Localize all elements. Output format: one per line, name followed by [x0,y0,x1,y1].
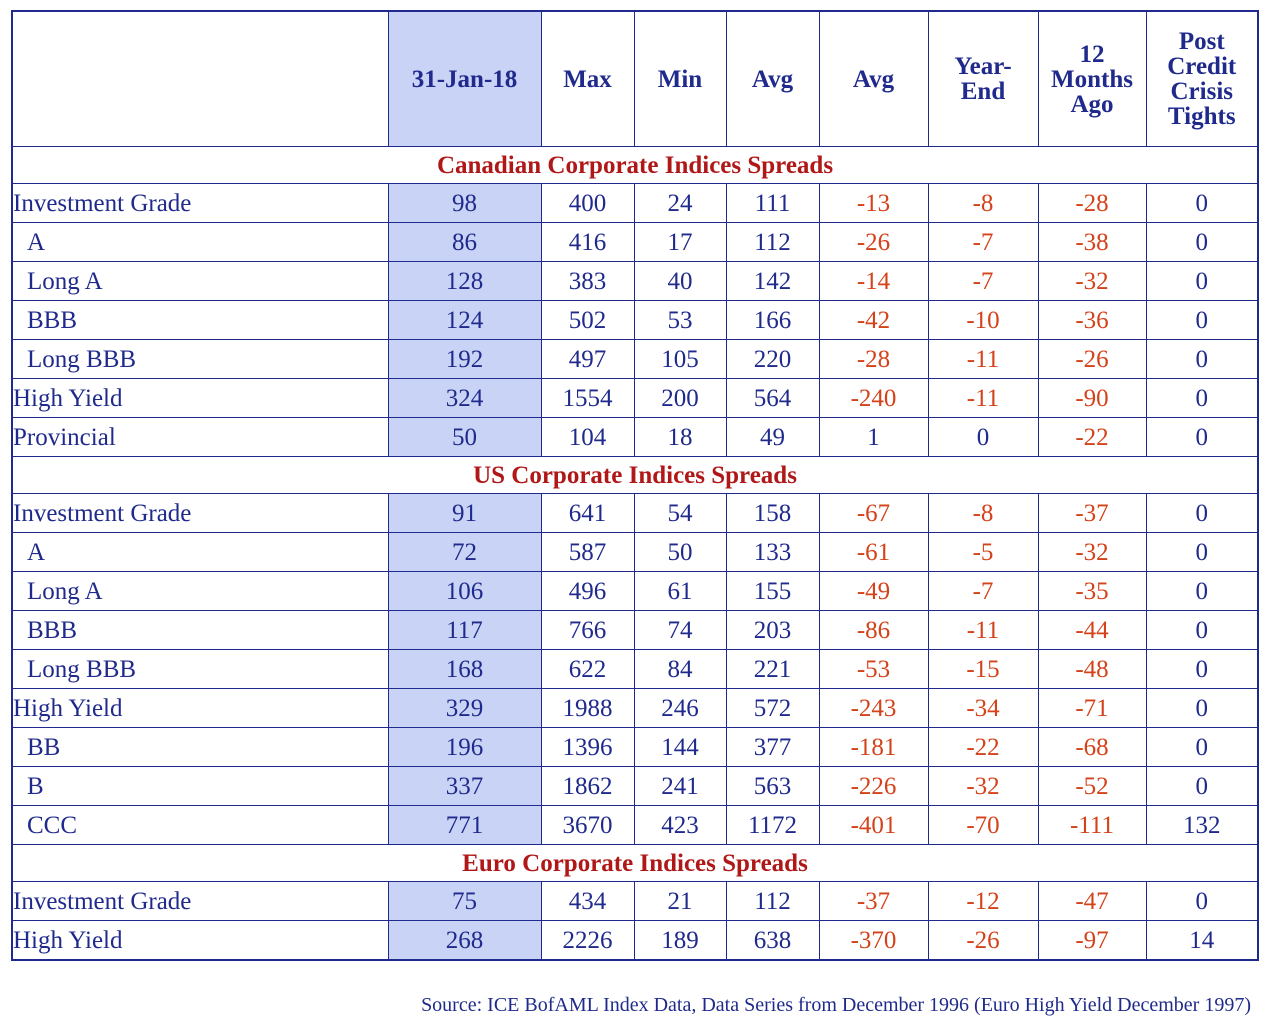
cell-date: 337 [388,767,541,806]
cell-min: 40 [634,262,726,301]
cell-post-crisis: 0 [1146,340,1258,379]
cell-avg: 572 [726,689,819,728]
cell-avg-diff: -14 [819,262,928,301]
cell-max: 400 [541,184,634,223]
row-label: A [12,223,388,262]
cell-date: 50 [388,418,541,457]
cell-min: 84 [634,650,726,689]
cell-max: 497 [541,340,634,379]
cell-avg-diff: -37 [819,882,928,921]
cell-12-months-ago: -44 [1038,611,1146,650]
table-row [12,418,1258,457]
cell-12-months-ago: -47 [1038,882,1146,921]
cell-year-end: -8 [928,184,1038,223]
cell-year-end: -8 [928,494,1038,533]
cell-date: 86 [388,223,541,262]
cell-12-months-ago: -35 [1038,572,1146,611]
cell-avg: 221 [726,650,819,689]
cell-post-crisis: 0 [1146,728,1258,767]
cell-max: 496 [541,572,634,611]
header-max: Max [541,11,634,147]
cell-date: 168 [388,650,541,689]
cell-avg-diff: -181 [819,728,928,767]
section-header-row [12,147,1258,184]
cell-avg: 220 [726,340,819,379]
cell-avg: 111 [726,184,819,223]
cell-avg: 112 [726,882,819,921]
cell-avg-diff: -240 [819,379,928,418]
cell-12-months-ago: -32 [1038,262,1146,301]
cell-max: 1396 [541,728,634,767]
header-post-credit-crisis-tights: Post Credit Crisis Tights [1146,11,1258,147]
table-row [12,689,1258,728]
cell-min: 105 [634,340,726,379]
cell-12-months-ago: -32 [1038,533,1146,572]
cell-avg: 166 [726,301,819,340]
cell-avg-diff: -243 [819,689,928,728]
cell-date: 106 [388,572,541,611]
table-row [12,572,1258,611]
cell-max: 641 [541,494,634,533]
row-label: High Yield [12,689,388,728]
cell-max: 622 [541,650,634,689]
cell-max: 383 [541,262,634,301]
cell-date: 91 [388,494,541,533]
cell-year-end: -7 [928,572,1038,611]
source-note: Source: ICE BofAML Index Data, Data Series from December 1996 (Euro High Yield December 1997) [421,994,1251,1016]
cell-12-months-ago: -22 [1038,418,1146,457]
row-label: Long BBB [12,340,388,379]
cell-year-end: -22 [928,728,1038,767]
header-min: Min [634,11,726,147]
cell-12-months-ago: -71 [1038,689,1146,728]
cell-date: 75 [388,882,541,921]
cell-min: 24 [634,184,726,223]
table-row [12,301,1258,340]
cell-max: 2226 [541,921,634,961]
cell-avg: 49 [726,418,819,457]
cell-date: 72 [388,533,541,572]
section-title: Canadian Corporate Indices Spreads [12,147,1258,184]
cell-max: 3670 [541,806,634,845]
section-title: Euro Corporate Indices Spreads [12,845,1258,882]
cell-max: 1862 [541,767,634,806]
header-year-end: Year- End [928,11,1038,147]
table-row [12,494,1258,533]
cell-post-crisis: 0 [1146,262,1258,301]
cell-year-end: -11 [928,611,1038,650]
cell-12-months-ago: -97 [1038,921,1146,961]
cell-year-end: -5 [928,533,1038,572]
cell-min: 200 [634,379,726,418]
row-label: Provincial [12,418,388,457]
cell-min: 21 [634,882,726,921]
header-corner [12,11,388,147]
cell-year-end: 0 [928,418,1038,457]
cell-avg: 112 [726,223,819,262]
cell-min: 53 [634,301,726,340]
table-row [12,921,1258,961]
cell-year-end: -26 [928,921,1038,961]
cell-post-crisis: 0 [1146,611,1258,650]
cell-post-crisis: 0 [1146,650,1258,689]
cell-post-crisis: 0 [1146,767,1258,806]
cell-post-crisis: 0 [1146,223,1258,262]
cell-12-months-ago: -68 [1038,728,1146,767]
cell-max: 416 [541,223,634,262]
section-header-row [12,845,1258,882]
table-row [12,340,1258,379]
row-label: Investment Grade [12,184,388,223]
cell-min: 50 [634,533,726,572]
cell-max: 502 [541,301,634,340]
cell-12-months-ago: -90 [1038,379,1146,418]
cell-year-end: -7 [928,223,1038,262]
cell-year-end: -70 [928,806,1038,845]
cell-post-crisis: 0 [1146,301,1258,340]
cell-avg: 638 [726,921,819,961]
row-label: Long A [12,572,388,611]
cell-year-end: -7 [928,262,1038,301]
row-label: High Yield [12,921,388,961]
cell-avg: 142 [726,262,819,301]
cell-max: 434 [541,882,634,921]
cell-avg: 564 [726,379,819,418]
cell-date: 268 [388,921,541,961]
cell-min: 54 [634,494,726,533]
table-row [12,611,1258,650]
cell-12-months-ago: -48 [1038,650,1146,689]
cell-avg-diff: -61 [819,533,928,572]
cell-12-months-ago: -26 [1038,340,1146,379]
cell-post-crisis: 0 [1146,533,1258,572]
cell-min: 246 [634,689,726,728]
cell-post-crisis: 0 [1146,184,1258,223]
cell-avg-diff: -226 [819,767,928,806]
header-avg: Avg [726,11,819,147]
cell-post-crisis: 0 [1146,882,1258,921]
cell-min: 144 [634,728,726,767]
cell-12-months-ago: -38 [1038,223,1146,262]
cell-post-crisis: 0 [1146,572,1258,611]
cell-year-end: -11 [928,340,1038,379]
cell-max: 104 [541,418,634,457]
cell-avg-diff: -67 [819,494,928,533]
cell-avg-diff: -49 [819,572,928,611]
cell-min: 17 [634,223,726,262]
cell-date: 128 [388,262,541,301]
table-row [12,882,1258,921]
cell-year-end: -10 [928,301,1038,340]
spreads-table [11,10,1259,961]
cell-date: 771 [388,806,541,845]
cell-date: 329 [388,689,541,728]
table-row [12,767,1258,806]
cell-min: 241 [634,767,726,806]
cell-date: 324 [388,379,541,418]
cell-12-months-ago: -36 [1038,301,1146,340]
cell-year-end: -11 [928,379,1038,418]
cell-avg: 203 [726,611,819,650]
cell-12-months-ago: -37 [1038,494,1146,533]
header-row [12,11,1258,147]
table-row [12,184,1258,223]
cell-post-crisis: 14 [1146,921,1258,961]
cell-avg-diff: 1 [819,418,928,457]
section-header-row [12,457,1258,494]
table-row [12,533,1258,572]
cell-avg: 133 [726,533,819,572]
row-label: Investment Grade [12,494,388,533]
cell-avg-diff: -26 [819,223,928,262]
cell-date: 98 [388,184,541,223]
cell-post-crisis: 0 [1146,494,1258,533]
cell-year-end: -32 [928,767,1038,806]
row-label: Long A [12,262,388,301]
cell-year-end: -15 [928,650,1038,689]
row-label: BBB [12,611,388,650]
cell-post-crisis: 132 [1146,806,1258,845]
cell-year-end: -34 [928,689,1038,728]
header-12-months-ago: 12 Months Ago [1038,11,1146,147]
row-label: Investment Grade [12,882,388,921]
table-row [12,262,1258,301]
cell-post-crisis: 0 [1146,379,1258,418]
cell-year-end: -12 [928,882,1038,921]
cell-min: 74 [634,611,726,650]
cell-date: 117 [388,611,541,650]
cell-date: 124 [388,301,541,340]
cell-date: 192 [388,340,541,379]
cell-date: 196 [388,728,541,767]
header-date: 31-Jan-18 [388,11,541,147]
cell-max: 766 [541,611,634,650]
table-row [12,650,1258,689]
cell-max: 587 [541,533,634,572]
row-label: BBB [12,301,388,340]
cell-avg: 377 [726,728,819,767]
cell-max: 1988 [541,689,634,728]
cell-min: 423 [634,806,726,845]
cell-12-months-ago: -111 [1038,806,1146,845]
table-row [12,806,1258,845]
cell-avg-diff: -370 [819,921,928,961]
cell-avg: 158 [726,494,819,533]
section-title: US Corporate Indices Spreads [12,457,1258,494]
cell-avg: 1172 [726,806,819,845]
cell-avg-diff: -86 [819,611,928,650]
cell-avg: 563 [726,767,819,806]
cell-avg-diff: -28 [819,340,928,379]
cell-min: 189 [634,921,726,961]
cell-12-months-ago: -28 [1038,184,1146,223]
row-label: CCC [12,806,388,845]
row-label: Long BBB [12,650,388,689]
cell-avg-diff: -401 [819,806,928,845]
cell-min: 18 [634,418,726,457]
cell-avg: 155 [726,572,819,611]
row-label: BB [12,728,388,767]
cell-min: 61 [634,572,726,611]
cell-max: 1554 [541,379,634,418]
row-label: A [12,533,388,572]
row-label: B [12,767,388,806]
table-row [12,223,1258,262]
table-row [12,379,1258,418]
cell-12-months-ago: -52 [1038,767,1146,806]
cell-avg-diff: -13 [819,184,928,223]
cell-post-crisis: 0 [1146,418,1258,457]
table-row [12,728,1258,767]
cell-avg-diff: -53 [819,650,928,689]
header-avg-diff: Avg [819,11,928,147]
cell-post-crisis: 0 [1146,689,1258,728]
row-label: High Yield [12,379,388,418]
cell-avg-diff: -42 [819,301,928,340]
